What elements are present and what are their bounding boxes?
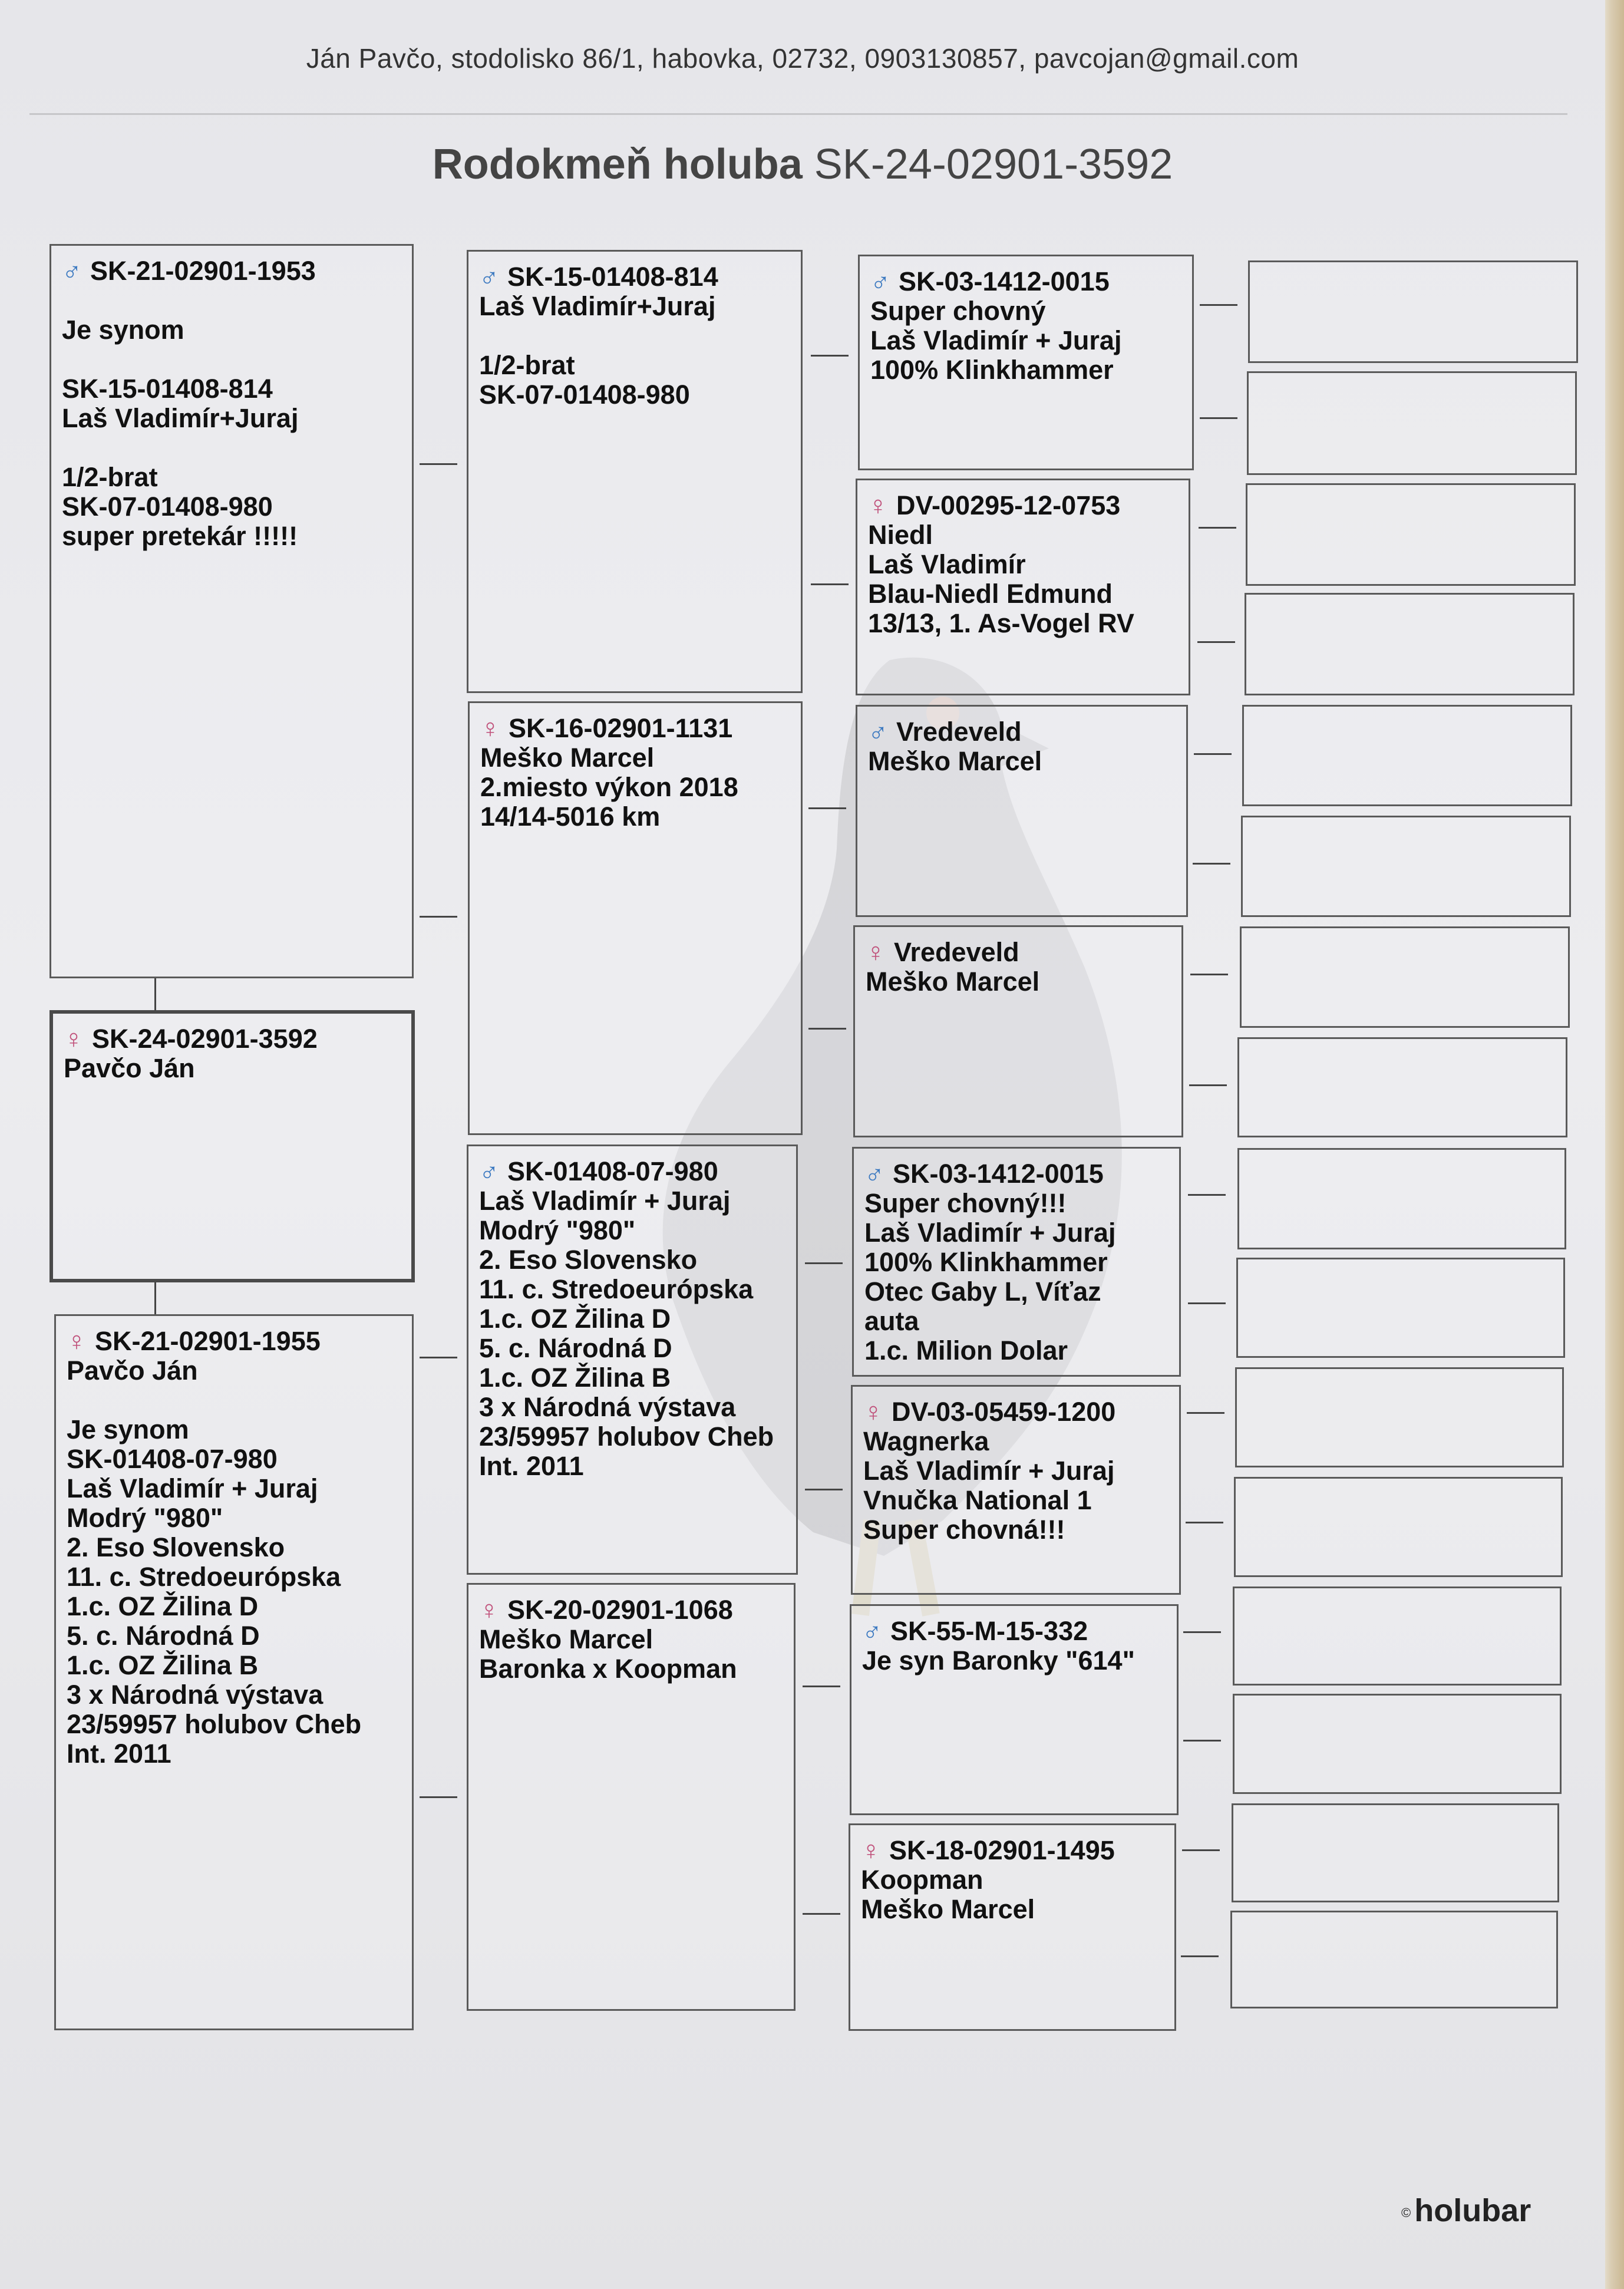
card-text-line: Je synom <box>62 315 184 345</box>
card-text-line: Modrý "980" <box>67 1503 223 1533</box>
card-text-line: Laš Vladimír+Juraj <box>62 403 299 433</box>
connector <box>1194 753 1232 755</box>
blank-line <box>479 321 790 351</box>
card-text-line: 1.c. OZ Žilina B <box>479 1363 671 1393</box>
ancestor-empty-card <box>1233 1694 1562 1794</box>
card-text-line: 1/2-brat <box>479 350 575 380</box>
ring-number-text: SK-15-01408-814 <box>507 262 718 292</box>
connector-father-subject <box>154 978 156 1010</box>
ring-number-text: SK-24-02901-3592 <box>92 1024 318 1054</box>
card-text-line: SK-07-01408-980 <box>479 380 690 410</box>
blank-line <box>67 1386 401 1415</box>
female-symbol-icon: ♀ <box>64 1024 84 1054</box>
blank-line <box>62 433 401 463</box>
ring-number-text: SK-03-1412-0015 <box>899 266 1110 296</box>
card-text-line: Laš Vladimír+Juraj <box>479 291 716 321</box>
card-text-line: Modrý "980" <box>479 1215 636 1245</box>
card-text-line: 23/59957 holubov Cheb <box>479 1421 774 1452</box>
page-title <box>0 140 1605 189</box>
card-text-line: 23/59957 holubov Cheb <box>67 1709 362 1739</box>
ancestor-empty-card <box>1245 593 1575 695</box>
card-text-line: super pretekár !!!!! <box>62 521 298 551</box>
card-text-line: auta <box>864 1306 919 1336</box>
ancestor-empty-card <box>1234 1477 1563 1577</box>
female-symbol-icon: ♀ <box>480 713 500 743</box>
card-text-line: Vnučka National 1 <box>863 1485 1092 1515</box>
card-text-line: 100% Klinkhammer <box>864 1247 1108 1277</box>
great-grandparent-card-8 <box>849 1823 1176 2031</box>
card-text-line: 2.miesto výkon 2018 <box>480 772 738 802</box>
brand-name: holubar <box>1414 2193 1531 2228</box>
blank-line <box>62 286 401 315</box>
ring-number-text: SK-20-02901-1068 <box>507 1595 733 1625</box>
grandparent-card-maternal-sire <box>467 1144 798 1575</box>
ancestor-empty-card <box>1236 1258 1565 1358</box>
great-grandparent-card-4 <box>853 925 1183 1137</box>
ancestor-empty-card <box>1230 1911 1558 2008</box>
male-symbol-icon: ♂ <box>62 256 82 286</box>
connector <box>1188 1194 1226 1196</box>
wood-table-edge <box>1603 0 1624 2289</box>
holubar-logo <box>1401 2192 1531 2229</box>
connector <box>420 1796 457 1798</box>
ring-number <box>862 1617 1166 1646</box>
card-text-line: Laš Vladimír + Juraj <box>870 325 1122 355</box>
female-symbol-icon: ♀ <box>866 937 886 967</box>
card-text-line: 14/14-5016 km <box>480 802 661 832</box>
ring-number <box>479 1157 785 1186</box>
male-symbol-icon: ♂ <box>479 1156 499 1186</box>
ring-number-text: SK-21-02901-1953 <box>90 256 316 286</box>
card-text-line: Int. 2011 <box>479 1451 584 1481</box>
card-text-line: Meško Marcel <box>861 1894 1035 1924</box>
ring-number <box>870 267 1181 296</box>
blank-line <box>62 345 401 374</box>
card-text-line: Otec Gaby L, Víťaz <box>864 1277 1101 1307</box>
card-text-line: 1.c. OZ Žilina D <box>67 1591 259 1621</box>
card-text-line: Koopman <box>861 1865 983 1895</box>
card-text-line: 1.c. OZ Žilina D <box>479 1304 671 1334</box>
connector <box>808 807 846 809</box>
card-text-line: Je syn Baronky "614" <box>862 1645 1135 1675</box>
ring-number-text: SK-21-02901-1955 <box>95 1326 321 1356</box>
owner-contact: Ján Pavčo, stodolisko 86/1, habovka, 02732, 0903130857, pavcojan@gmail.com <box>306 43 1299 74</box>
grandparent-card-paternal-dam <box>468 701 803 1135</box>
card-text-line: Laš Vladimír + Juraj <box>67 1473 318 1503</box>
card-text-line: SK-15-01408-814 <box>62 374 273 404</box>
connector <box>811 583 849 585</box>
female-symbol-icon: ♀ <box>868 490 888 520</box>
great-grandparent-card-6 <box>851 1385 1181 1595</box>
card-text-line: Niedl <box>868 520 933 550</box>
ring-number-text: DV-03-05459-1200 <box>892 1397 1116 1427</box>
male-symbol-icon: ♂ <box>864 1159 884 1189</box>
header-divider <box>29 113 1567 115</box>
card-text-line: 11. c. Stredoeurópska <box>479 1274 754 1304</box>
connector <box>803 1686 840 1687</box>
connector <box>1199 527 1236 529</box>
ring-number-text: SK-16-02901-1131 <box>509 713 733 743</box>
male-symbol-icon: ♂ <box>870 266 890 296</box>
card-text-line: Pavčo Ján <box>67 1355 198 1386</box>
father-card <box>49 244 414 978</box>
card-text-line: Laš Vladimír + Juraj <box>863 1456 1115 1486</box>
connector <box>805 1262 843 1264</box>
connector <box>1181 1955 1219 1957</box>
card-text-line: Je synom <box>67 1414 189 1444</box>
great-grandparent-card-1 <box>858 255 1194 470</box>
great-grandparent-card-7 <box>850 1604 1179 1815</box>
ancestor-empty-card <box>1235 1367 1564 1467</box>
male-symbol-icon: ♂ <box>479 262 499 292</box>
connector <box>1200 417 1237 419</box>
female-symbol-icon: ♀ <box>479 1595 499 1625</box>
card-text-line: 100% Klinkhammer <box>870 355 1114 385</box>
connector <box>420 1357 457 1358</box>
card-text-line: 3 x Národná výstava <box>67 1680 324 1710</box>
card-text-line: Super chovný <box>870 296 1046 326</box>
ring-number <box>863 1397 1169 1427</box>
card-text-line: Laš Vladimír <box>868 549 1026 579</box>
ring-number-text: SK-03-1412-0015 <box>893 1159 1104 1189</box>
ancestor-empty-card <box>1232 1803 1559 1902</box>
connector <box>1182 1849 1220 1851</box>
ancestor-empty-card <box>1247 371 1577 475</box>
card-text-line: Meško Marcel <box>866 967 1040 997</box>
connector <box>420 463 457 465</box>
female-symbol-icon: ♀ <box>863 1397 883 1427</box>
ring-number-text: DV-00295-12-0753 <box>896 490 1121 520</box>
ancestor-empty-card <box>1237 1148 1566 1249</box>
title-label: Rodokmeň holuba <box>432 141 803 188</box>
card-text-line: Wagnerka <box>863 1426 989 1456</box>
ring-number <box>866 938 1171 967</box>
ancestor-empty-card <box>1237 1037 1567 1137</box>
card-text-line: 2. Eso Slovensko <box>67 1532 285 1562</box>
connector <box>1193 863 1230 865</box>
connector <box>811 355 849 357</box>
mother-card <box>54 1314 414 2030</box>
card-text-line: Super chovná!!! <box>863 1515 1065 1545</box>
great-grandparent-card-2 <box>856 479 1190 695</box>
ring-number-text: SK-18-02901-1495 <box>889 1835 1115 1865</box>
connector <box>1189 1084 1227 1086</box>
card-text-line: Meško Marcel <box>868 746 1042 776</box>
ring-number-text: SK-01408-07-980 <box>507 1156 718 1186</box>
ancestor-empty-card <box>1242 705 1572 806</box>
ancestor-empty-card <box>1241 816 1571 917</box>
card-text-line: 11. c. Stredoeurópska <box>67 1562 341 1592</box>
ancestor-empty-card <box>1240 926 1570 1028</box>
card-text-line: SK-01408-07-980 <box>67 1444 278 1474</box>
great-grandparent-card-3 <box>856 705 1188 917</box>
ring-number <box>479 1595 783 1625</box>
card-text-line: Laš Vladimír + Juraj <box>479 1186 731 1216</box>
ancestor-empty-card <box>1246 483 1576 586</box>
card-text-line: Meško Marcel <box>480 743 655 773</box>
connector <box>1187 1412 1224 1414</box>
ancestor-empty-card <box>1233 1587 1562 1686</box>
ring-number-text: Vredeveld <box>894 937 1019 967</box>
connector <box>1183 1740 1221 1742</box>
female-symbol-icon: ♀ <box>67 1326 87 1356</box>
ring-number <box>868 717 1176 747</box>
card-text-line: 13/13, 1. As-Vogel RV <box>868 608 1134 638</box>
card-text-line: Laš Vladimír + Juraj <box>864 1218 1116 1248</box>
card-text-line: Pavčo Ján <box>64 1053 195 1083</box>
connector <box>808 1028 846 1030</box>
connector-subject-mother <box>154 1282 156 1314</box>
connector <box>805 1489 843 1490</box>
ring-number <box>480 714 790 743</box>
male-symbol-icon: ♂ <box>862 1616 882 1646</box>
subject-card <box>49 1010 415 1282</box>
ring-number <box>64 1024 401 1054</box>
male-symbol-icon: ♂ <box>868 717 888 747</box>
card-text-line: 3 x Národná výstava <box>479 1392 736 1422</box>
ring-number <box>864 1159 1169 1189</box>
connector <box>420 916 457 918</box>
title-ring-number: SK-24-02901-3592 <box>814 141 1173 188</box>
card-text-line: Super chovný!!! <box>864 1188 1067 1218</box>
ring-number-text: Vredeveld <box>896 717 1022 747</box>
connector <box>1197 641 1235 643</box>
card-text-line: 5. c. Národná D <box>479 1333 672 1363</box>
card-text-line: 1/2-brat <box>62 462 158 492</box>
card-text-line: Baronka x Koopman <box>479 1654 737 1684</box>
ring-number <box>861 1836 1164 1865</box>
card-text-line: Blau-Niedl Edmund <box>868 579 1113 609</box>
great-grandparent-card-5 <box>852 1147 1181 1377</box>
connector <box>1183 1631 1221 1633</box>
card-text-line: 1.c. OZ Žilina B <box>67 1650 259 1680</box>
connector <box>1188 1302 1226 1304</box>
connector <box>1190 974 1228 975</box>
card-text-line: 5. c. Národná D <box>67 1621 260 1651</box>
female-symbol-icon: ♀ <box>861 1835 881 1865</box>
card-text-line: 2. Eso Slovensko <box>479 1245 698 1275</box>
ring-number <box>62 256 401 286</box>
ring-number <box>67 1327 401 1356</box>
card-text-line: SK-07-01408-980 <box>62 492 273 522</box>
card-text-line: Int. 2011 <box>67 1739 171 1769</box>
ring-number-text: SK-55-M-15-332 <box>890 1616 1088 1646</box>
ring-number <box>479 262 790 292</box>
ancestor-empty-card <box>1248 260 1578 363</box>
grandparent-card-maternal-dam <box>467 1583 796 2011</box>
connector <box>1186 1522 1223 1523</box>
connector <box>803 1913 840 1915</box>
grandparent-card-paternal-sire <box>467 250 803 693</box>
connector <box>1200 304 1237 306</box>
card-text-line: Meško Marcel <box>479 1624 653 1654</box>
card-text-line: 1.c. Milion Dolar <box>864 1335 1068 1366</box>
copyright-mark: © <box>1401 2205 1411 2220</box>
ring-number <box>868 491 1178 520</box>
